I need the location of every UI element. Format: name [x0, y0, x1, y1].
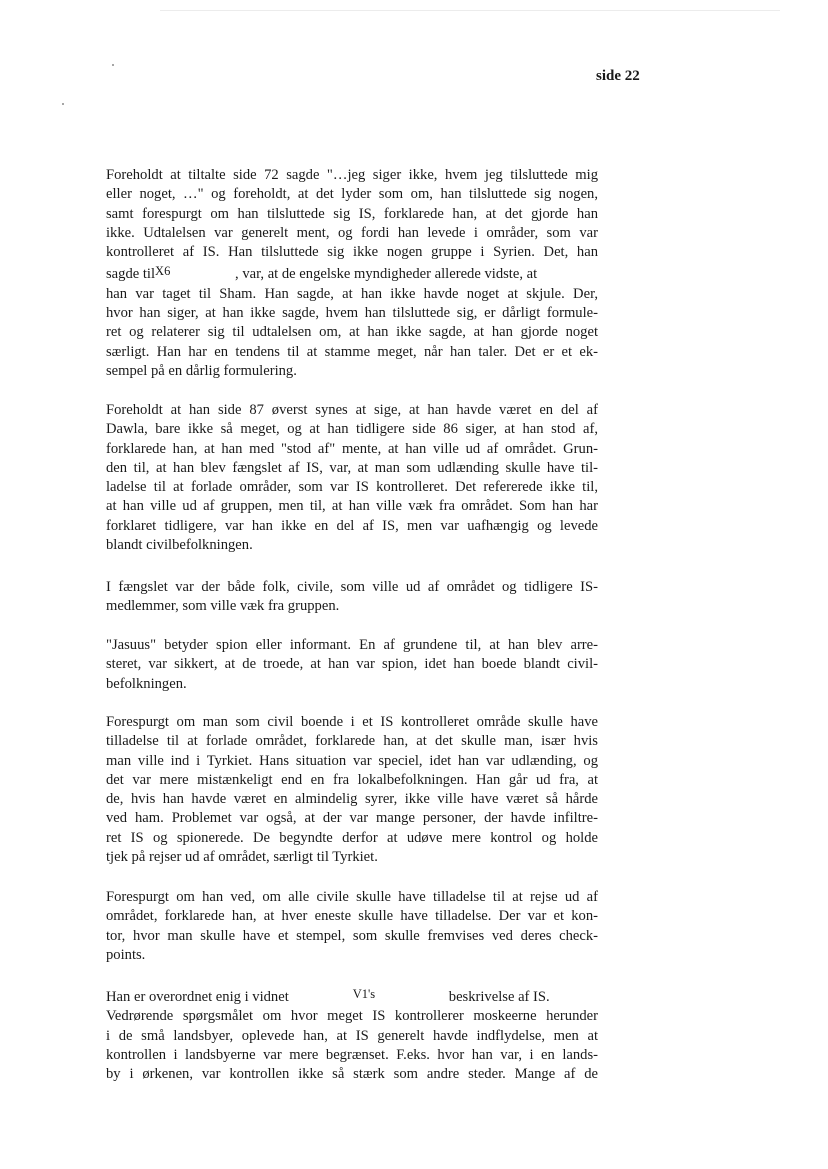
text-line: forklarede han, at han med "stod af" mente, at han ville ud af området. Grun-: [106, 440, 598, 457]
text-line: ikke. Udtalelsen var generelt ment, og fordi han levede i områder, som var: [106, 224, 598, 241]
text-line: Foreholdt at han side 87 øverst synes at sige, at han havde været en del af: [106, 402, 598, 418]
text-fragment: sagde til: [106, 266, 156, 283]
scan-speck: [62, 103, 64, 105]
text-line: hvor han siger, at han ikke sagde, hvem han tilsluttede sig, er dårligt formule-: [106, 305, 598, 322]
text-line: kontrolleret af IS. Han tilsluttede sig ikke nogen gruppe i Syrien. Det, han: [106, 244, 598, 261]
text-line: blandt civilbefolkningen.: [106, 537, 253, 554]
text-fragment: Han er overordnet enig i vidnet: [106, 989, 289, 1005]
page-number: side 22: [596, 68, 640, 84]
text-line: points.: [106, 946, 146, 963]
redaction-label: X6: [155, 264, 171, 279]
text-line: forklaret tidligere, var han ikke en del af IS, men var uafhængig og levede: [106, 517, 598, 534]
text-line: steret, var sikkert, at de troede, at han var spion, idet han boede blandt civil-: [106, 656, 598, 673]
text-line: sempel på en dårlig formulering.: [106, 362, 297, 379]
paragraph-7: [106, 985, 598, 1084]
text-line: området, forklarede han, at hver eneste skulle have tilladelse. Der var et kon-: [106, 908, 598, 925]
redacted-text-line: [106, 262, 598, 284]
text-line: at han ville ud af gruppen, men til, at han ville væk fra området. Som han har: [106, 498, 598, 515]
text-line: Foreholdt at tiltalte side 72 sagde "…jeg siger ikke, hvem jeg tilsluttede mig: [106, 167, 598, 183]
text-line: man ville ind i Tyrkiet. Hans situation var speciel, idet han var udlænding, og: [106, 752, 598, 769]
text-line: by i ørkenen, var kontrollen ikke så stærk som andre steder. Mange af de: [106, 1066, 598, 1083]
redacted-text-line: [106, 985, 598, 1007]
text-line: ret IS og spionerede. De begyndte derfor at udøve mere kontrol og holde: [106, 829, 598, 846]
text-fragment: , var, at de engelske myndigheder allerede vidste, at: [235, 266, 538, 283]
paragraph-3: [106, 578, 598, 617]
text-line: "Jasuus" betyder spion eller informant. En af grundene til, at han blev arre-: [106, 637, 598, 653]
paragraph-6: [106, 888, 598, 965]
text-line: ved ham. Problemet var også, at der var mange personer, der havde infiltre-: [106, 810, 598, 827]
scan-speck: [112, 64, 114, 66]
scan-edge-line: [160, 10, 780, 11]
redaction-label: V1's: [352, 987, 376, 1001]
text-fragment: beskrivelse af IS.: [448, 989, 550, 1005]
text-line: tilladelse til at forlade området, forklarede han, at det skulle man, især hvis: [106, 733, 598, 750]
text-line: de, hvis han havde været en almindelig syrer, ikke ville have været så hårde: [106, 791, 598, 808]
text-line: tor, hvor man skulle have et stempel, som skulle fremvises ved deres check-: [106, 927, 598, 944]
text-line: Forespurgt om man som civil boende i et IS kontrolleret område skulle have: [106, 714, 598, 730]
paragraph-5: [106, 713, 598, 867]
text-line: i de små landsbyer, oplevede han, at IS generelt havde indflydelse, men at: [106, 1027, 598, 1044]
text-line: samt forespurgt om han tilsluttede sig IS, forklarede han, at det gjorde han: [106, 205, 598, 222]
text-line: det var mere mistænkeligt end en fra lokalbefolkningen. Han går ud fra, at: [106, 771, 598, 788]
text-line: Forespurgt om han ved, om alle civile skulle have tilladelse til at rejse ud af: [106, 889, 598, 905]
text-line: han var taget til Sham. Han sagde, at han ikke havde noget at skjule. Der,: [106, 285, 598, 302]
text-line: ret og relaterer sig til udtalelsen om, at han ikke sagde, at han gjorde noget: [106, 324, 598, 341]
text-line: kontrollen i landsbyerne var mere begrænset. F.eks. hvor han var, i en lands-: [106, 1046, 598, 1063]
text-line: den til, at han blev fængslet af IS, var, at man som udlænding skulle have til-: [106, 459, 598, 476]
paragraph-2: [106, 401, 598, 555]
text-line: Dawla, bare ikke så meget, og at han tidligere side 86 siger, at han stod af,: [106, 421, 598, 438]
text-line: befolkningen.: [106, 675, 187, 692]
text-line: I fængslet var der både folk, civile, som ville ud af området og tidligere IS-: [106, 579, 598, 595]
text-line: eller noget, …" og foreholdt, at det lyder som om, han tilsluttede sig nogen,: [106, 186, 598, 203]
text-line: medlemmer, som ville væk fra gruppen.: [106, 598, 340, 615]
text-line: Vedrørende spørgsmålet om hvor meget IS kontrollerer moskeerne herunder: [106, 1008, 598, 1025]
text-line: særligt. Han har en tendens til at stamme meget, når han taler. Det er et ek-: [106, 343, 598, 360]
paragraph-4: [106, 636, 598, 694]
text-line: ladelse til at forlade områder, som var IS kontrolleret. Det refererede ikke til,: [106, 479, 598, 496]
paragraph-1: [106, 166, 598, 381]
text-line: tjek på rejser ud af området, særligt til Tyrkiet.: [106, 849, 378, 866]
